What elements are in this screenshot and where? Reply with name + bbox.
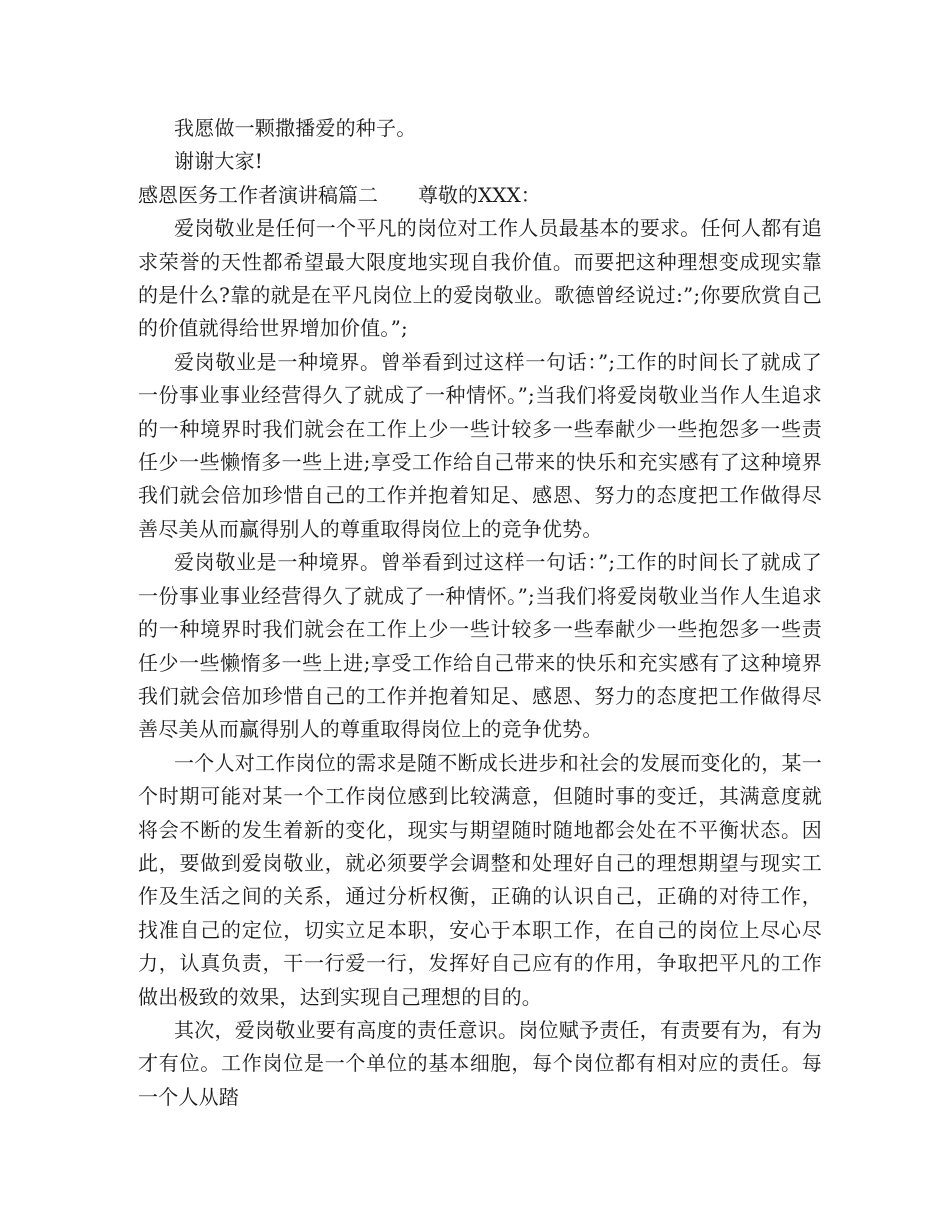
closing-line-1: 我愿做一颗撒播爱的种子。	[174, 116, 417, 140]
salutation: 尊敬的XXX：	[418, 182, 541, 207]
paragraph-3: 爱岗敬业是一种境界。曾举看到过这样一句话：”;工作的时间长了就成了一份事业事业经营得久了就成了一种情怀。”;当我们将爱岗敬业当作人生追求的一种境界时我们就会在工作上少一些计较多一些奉献少一些抱怨多一些责任少一些懒惰多一些上进;享受工作给自己带来的快乐和充实感有了这种境界我们就会倍加珍惜自己的工作并抱着知足、感恩、努力的态度把工作做得尽善尽美从而赢得别人的尊重取得岗位上的竞争优势。	[138, 550, 822, 742]
speech-title: 感恩医务工作者演讲稿篇二	[138, 182, 378, 207]
paragraph-1: 爱岗敬业是任何一个平凡的岗位对工作人员最基本的要求。任何人都有追求荣誉的天性都希望最大限度地实现自我价值。而要把这种理想变成现实靠的是什么?靠的就是在平凡岗位上的爱岗敬业。歌德曾经说过:”;你要欣赏自己的价值就得给世界增加价值。”;	[138, 216, 822, 341]
paragraph-2: 爱岗敬业是一种境界。曾举看到过这样一句话：”;工作的时间长了就成了一份事业事业经营得久了就成了一种情怀。”;当我们将爱岗敬业当作人生追求的一种境界时我们就会在工作上少一些计较多一些奉献少一些抱怨多一些责任少一些懒惰多一些上进;享受工作给自己带来的快乐和充实感有了这种境界我们就会倍加珍惜自己的工作并抱着知足、感恩、努力的态度把工作做得尽善尽美从而赢得别人的尊重取得岗位上的竞争优势。	[138, 349, 822, 541]
closing-line-2: 谢谢大家!	[174, 149, 264, 174]
paragraph-5: 其次，爱岗敬业要有高度的责任意识。岗位赋予责任，有责要有为，有为才有位。工作岗位是一个单位的基本细胞，每个岗位都有相对应的责任。每一个人从踏	[138, 1017, 822, 1109]
section-heading	[138, 179, 822, 212]
document-page	[138, 112, 822, 1114]
paragraph-4: 一个人对工作岗位的需求是随不断成长进步和社会的发展而变化的，某一个时期可能对某一个工作岗位感到比较满意，但随时事的变迁，其满意度就将会不断的发生着新的变化，现实与期望随时随地都会处在不平衡状态。因此，要做到爱岗敬业，就必须要学会调整和处理好自己的理想期望与现实工作及生活之间的关系，通过分析权衡，正确的认识自己，正确的对待工作，找准自己的定位，切实立足本职，安心于本职工作，在自己的岗位上尽心尽力，认真负责，干一行爱一行，发挥好自己应有的作用，争取把平凡的工作做出极致的效果，达到实现自己理想的目的。	[138, 750, 822, 1009]
